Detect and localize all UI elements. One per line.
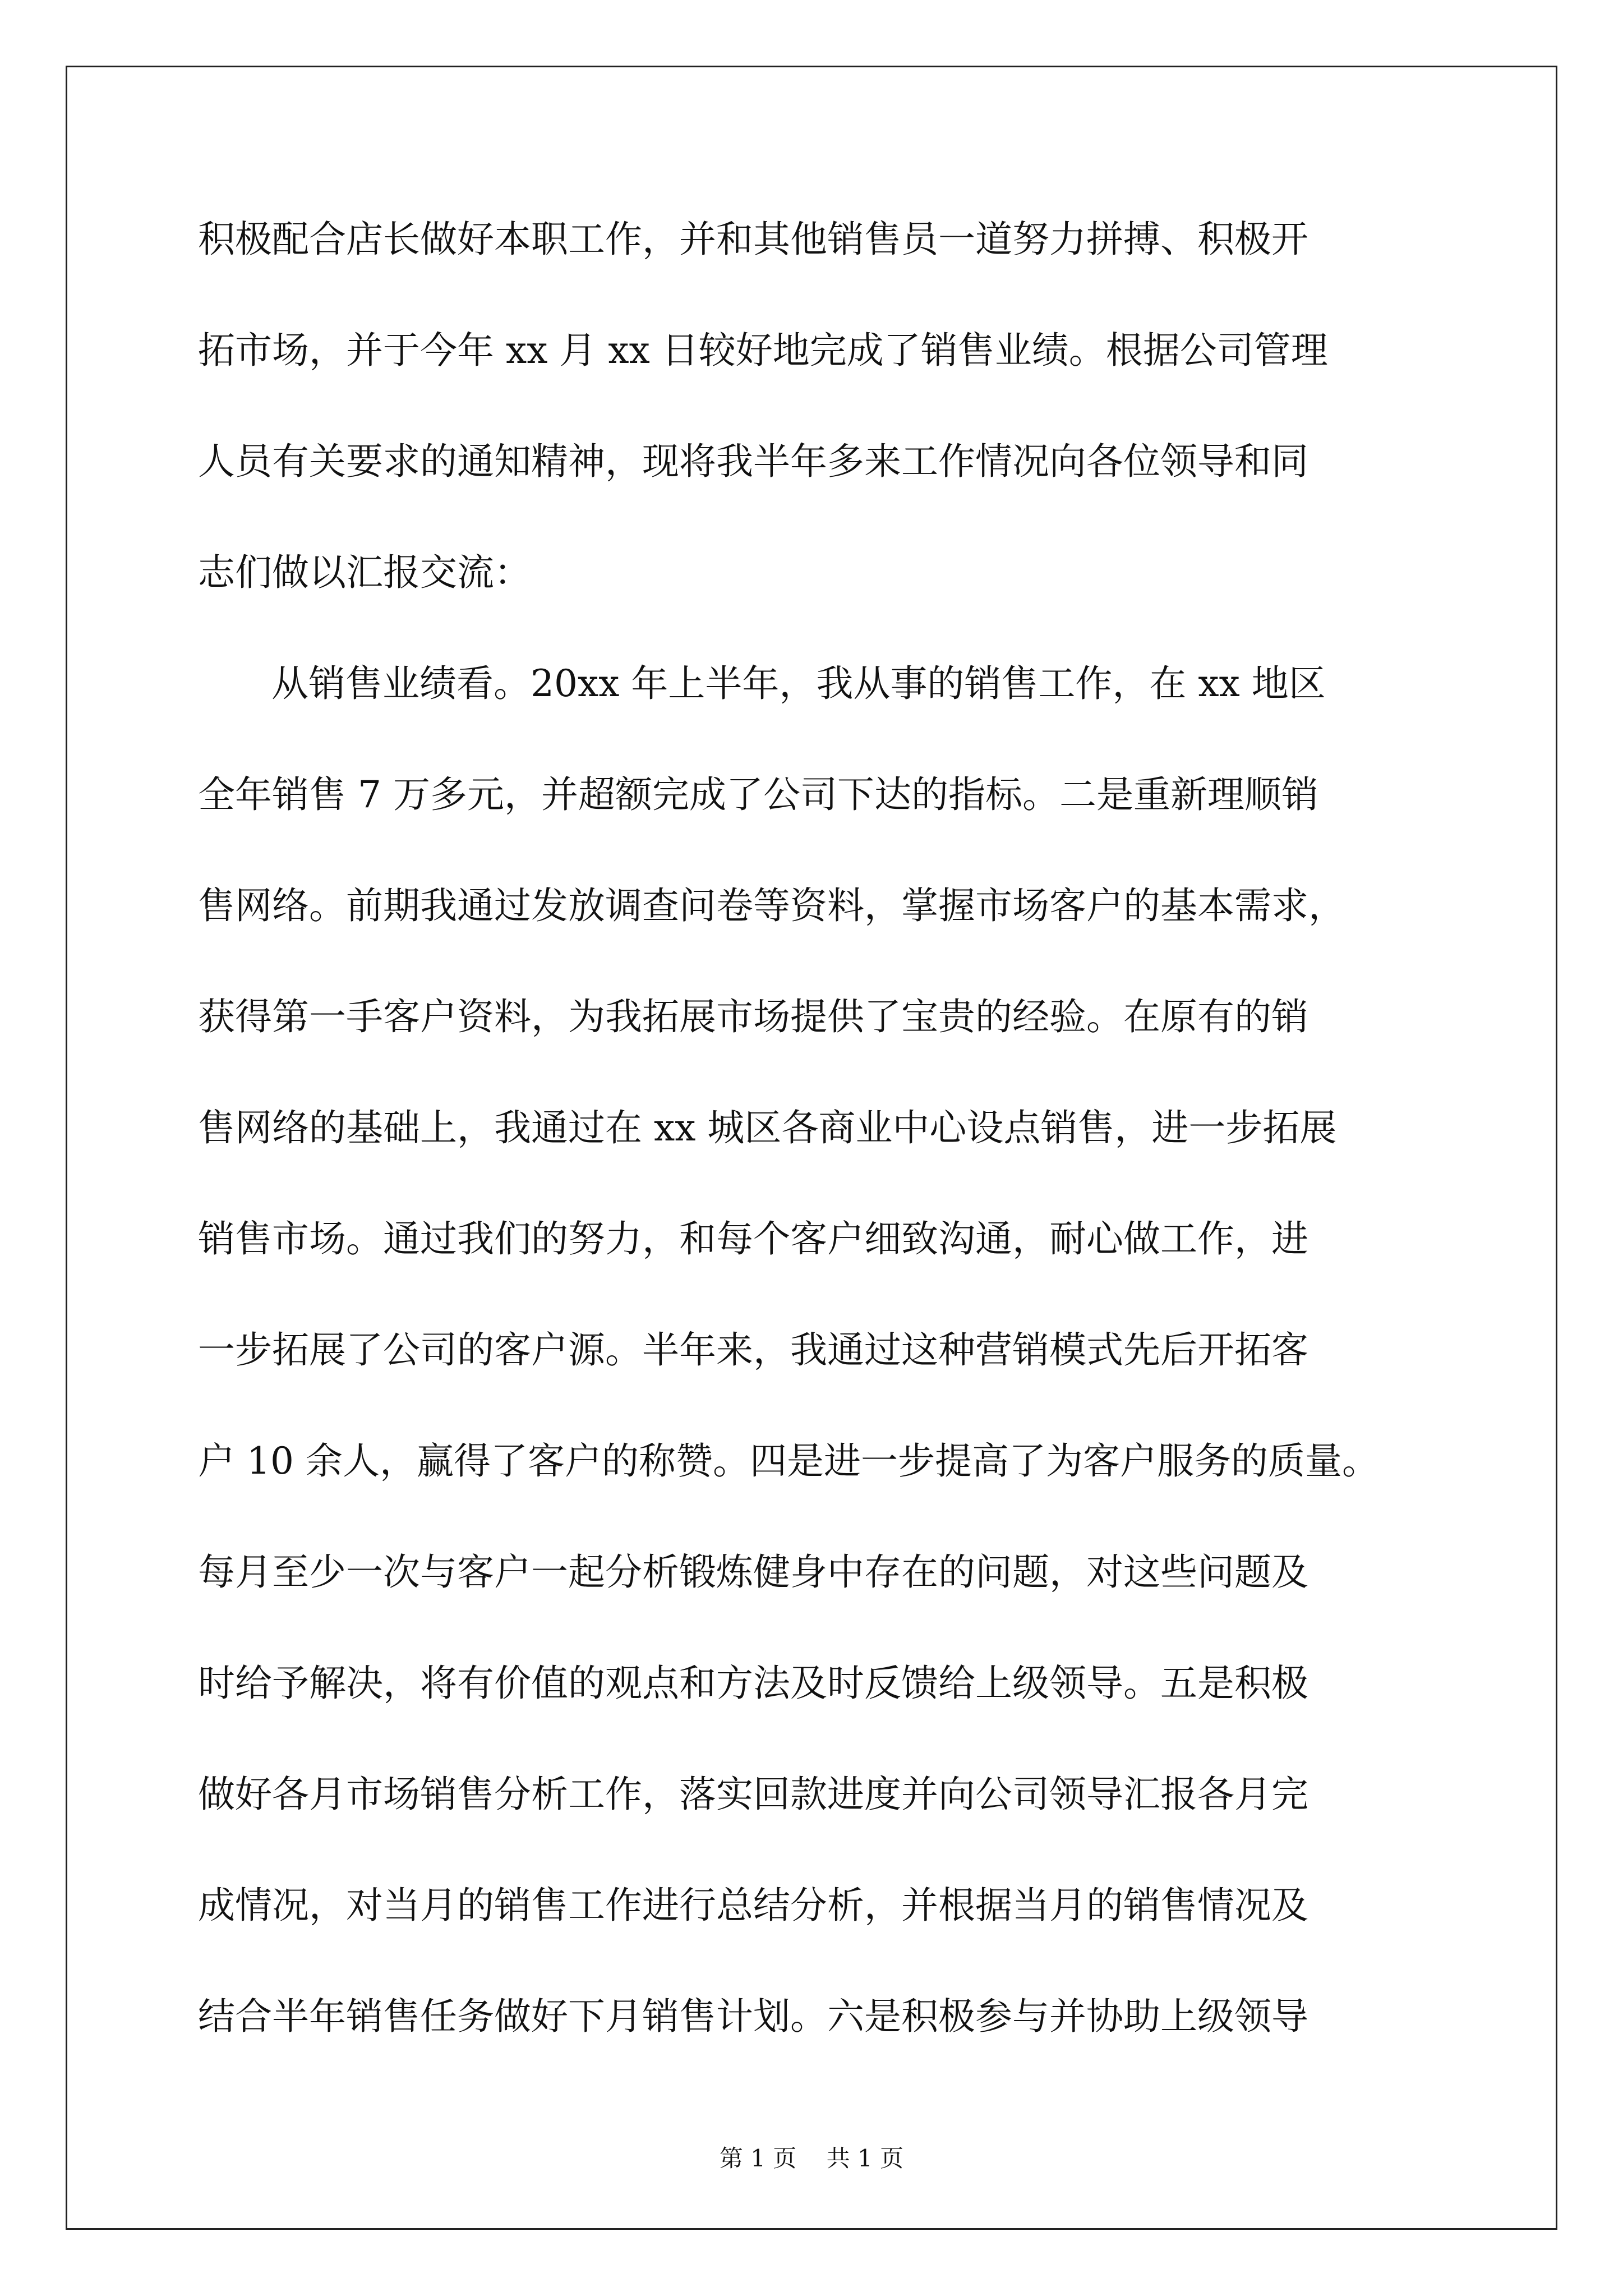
text-line: 一步拓展了公司的客户源。半年来，我通过这种营销模式先后开拓客 <box>198 1328 1308 1372</box>
text-line: 拓市场，并于今年 xx 月 xx 日较好地完成了销售业绩。根据公司管理 <box>198 329 1328 372</box>
text-line: 每月至少一次与客户一起分析锻炼健身中存在的问题，对这些问题及 <box>198 1550 1308 1594</box>
text-line: 积极配合店长做好本职工作，并和其他销售员一道努力拼搏、积极开 <box>198 218 1308 261</box>
text-line: 时给予解决，将有价值的观点和方法及时反馈给上级领导。五是积极 <box>198 1662 1308 1705</box>
text-line: 成情况，对当月的销售工作进行总结分析，并根据当月的销售情况及 <box>198 1884 1308 1927</box>
text-line: 销售市场。通过我们的努力，和每个客户细致沟通，耐心做工作，进 <box>198 1217 1308 1260</box>
text-line: 获得第一手客户资料，为我拓展市场提供了宝贵的经验。在原有的销 <box>198 995 1308 1038</box>
text-line: 人员有关要求的通知精神，现将我半年多来工作情况向各位领导和同 <box>198 440 1308 483</box>
text-line: 售网络。前期我通过发放调查问卷等资料，掌握市场客户的基本需求， <box>198 884 1345 927</box>
text-line: 售网络的基础上，我通过在 xx 城区各商业中心设点销售，进一步拓展 <box>198 1106 1337 1149</box>
text-line: 志们做以汇报交流： <box>198 551 531 594</box>
text-line: 户 10 余人，赢得了客户的称赞。四是进一步提高了为客户服务的质量。 <box>198 1439 1379 1483</box>
paragraph-first-line: 从销售业绩看。20xx 年上半年，我从事的销售工作，在 xx 地区 <box>271 662 1326 705</box>
text-line: 全年销售 7 万多元，并超额完成了公司下达的指标。二是重新理顺销 <box>198 773 1318 816</box>
page-footer: 第 1 页 共 1 页 <box>719 2145 904 2172</box>
text-line: 结合半年销售任务做好下月销售计划。六是积极参与并协助上级领导 <box>198 1995 1308 2038</box>
text-line: 做好各月市场销售分析工作，落实回款进度并向公司领导汇报各月完 <box>198 1773 1308 1816</box>
